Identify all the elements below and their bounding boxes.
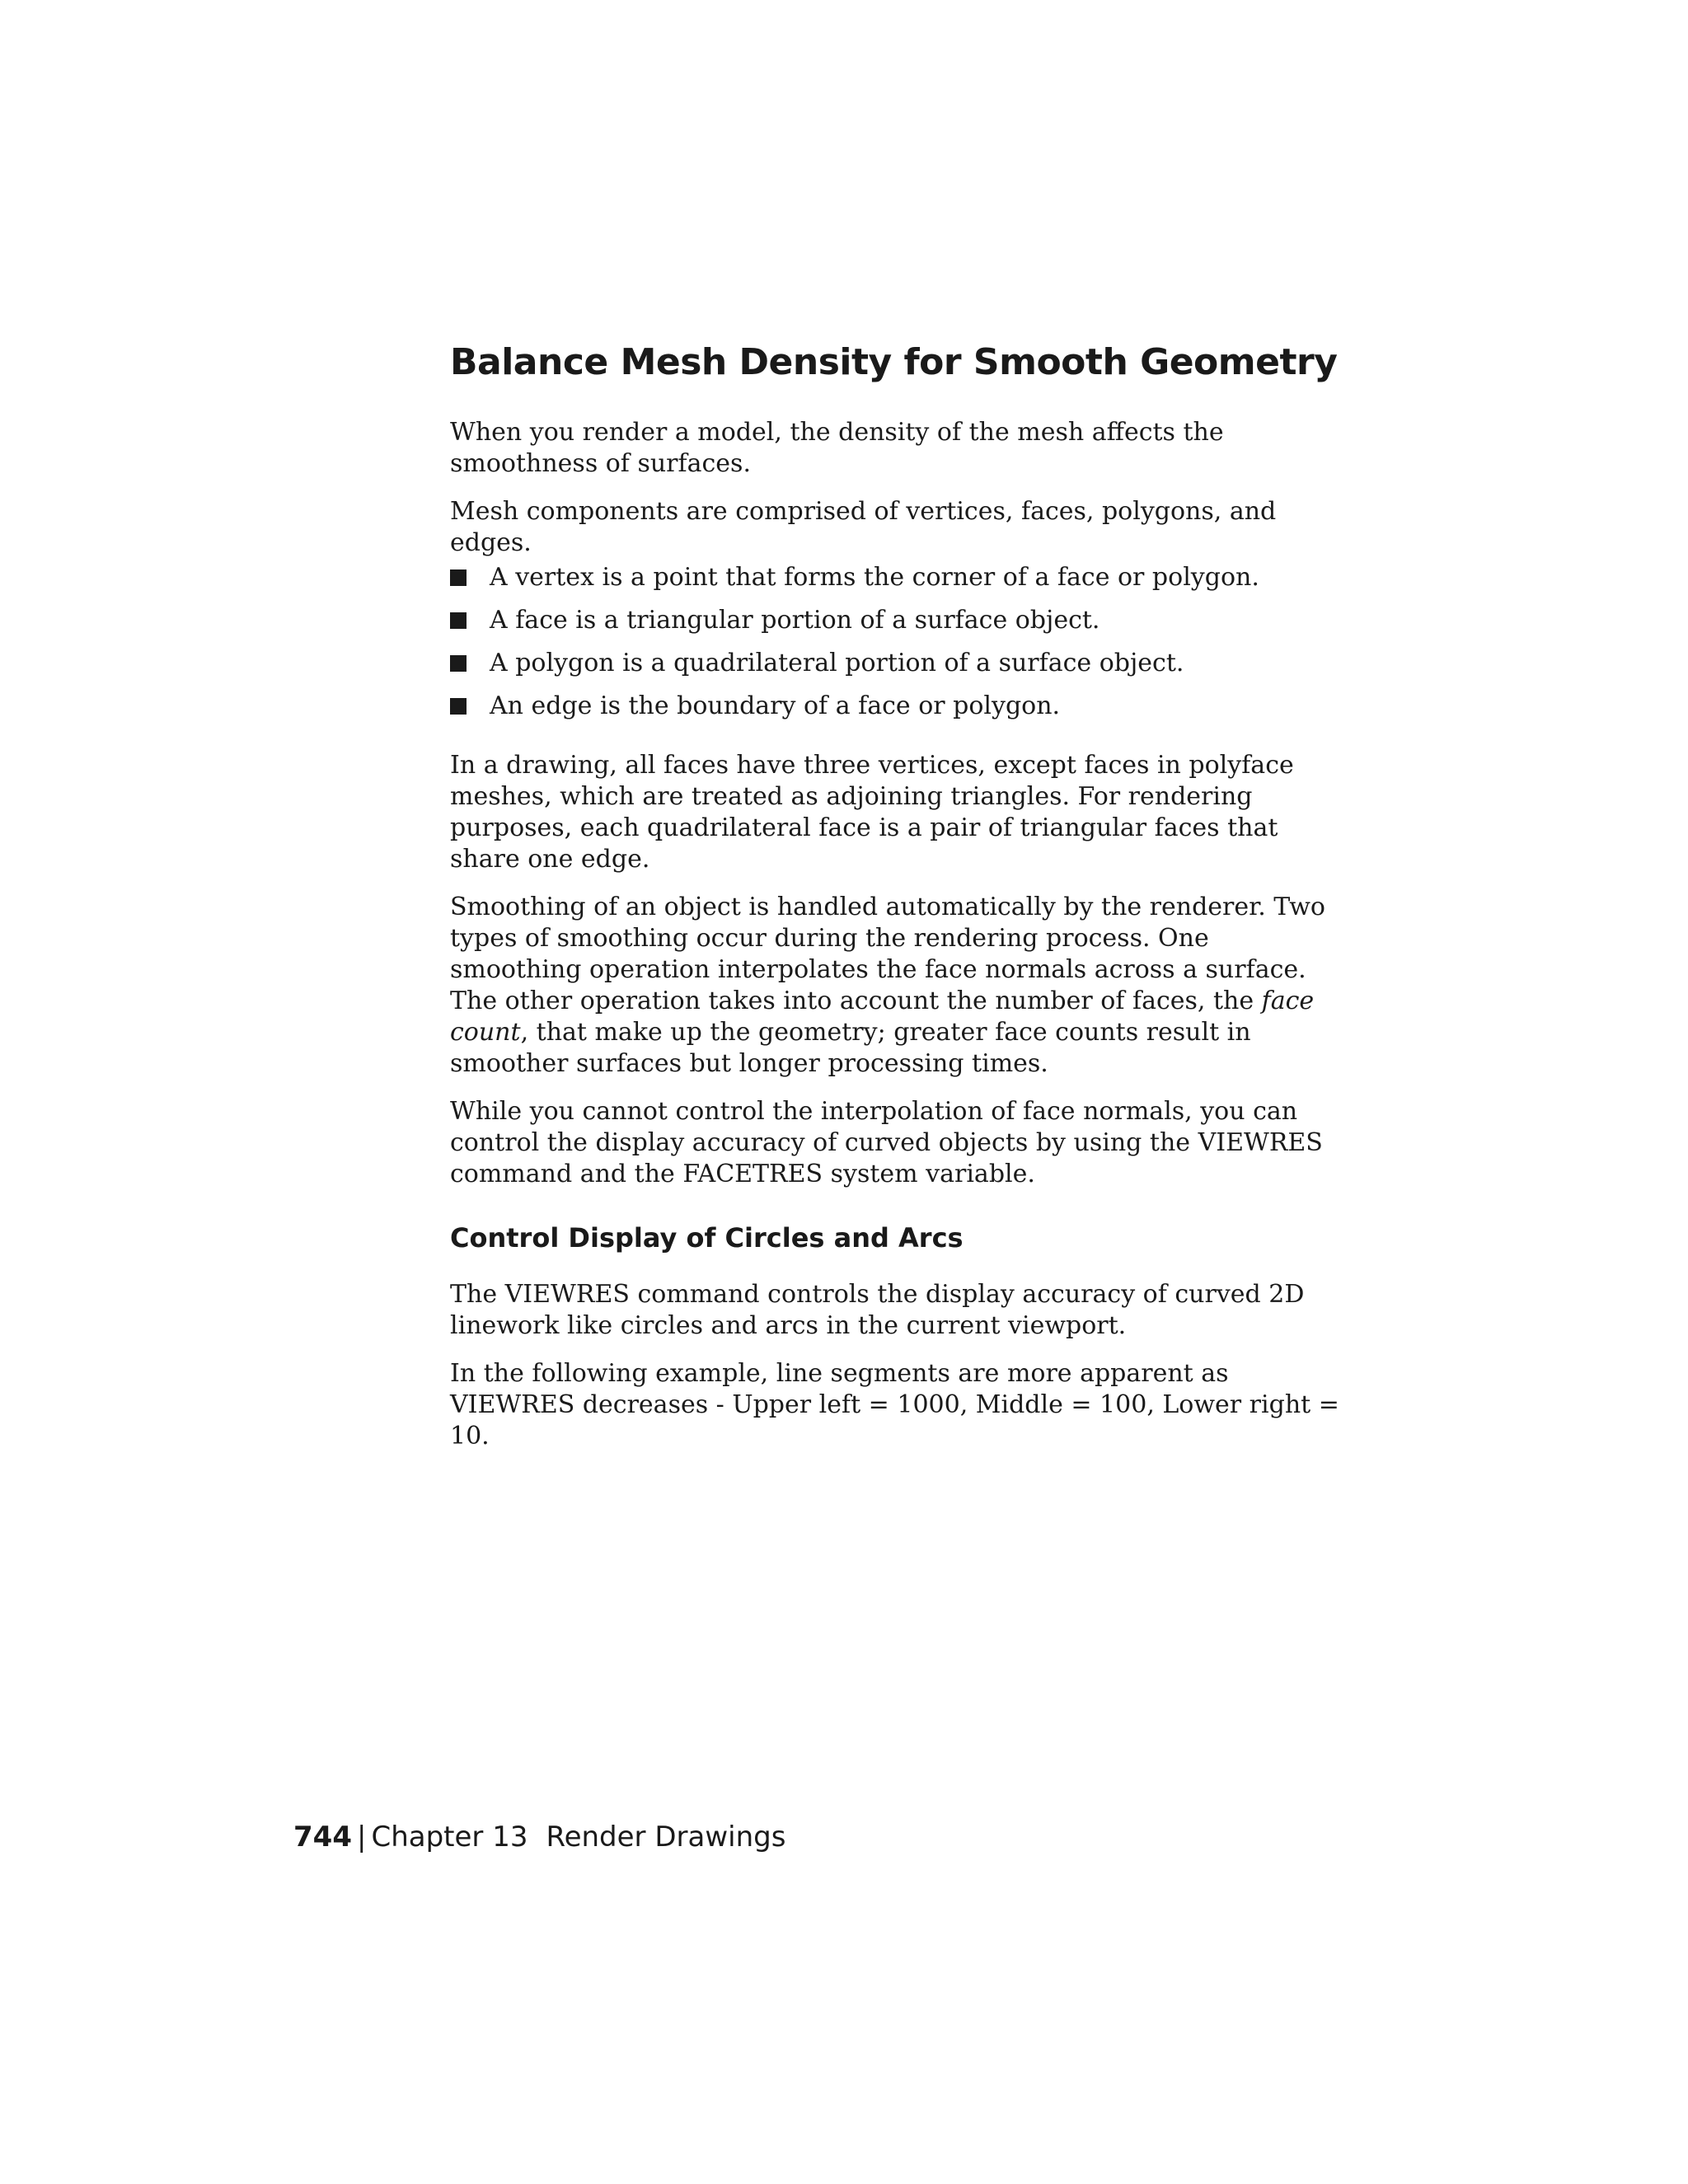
intro-paragraph: When you render a model, the density of the mesh affects the smoothness of surfaces. (450, 418, 1224, 478)
smoothing-text-after: , that make up the geometry; greater face counts result in smoother surfaces but longer processing times. (450, 1018, 1251, 1078)
smoothing-paragraph (450, 892, 1340, 1080)
square-bullet-icon (450, 569, 467, 586)
list-item (450, 605, 1340, 636)
list-item-text: An edge is the boundary of a face or polygon. (490, 691, 1061, 720)
control-paragraph: While you cannot control the interpolation of face normals, you can control the display accuracy of curved objects by using the VIEWRES command and the FACETRES system variable. (450, 1097, 1323, 1188)
example-paragraph: In the following example, line segments are more apparent as VIEWRES decreases - Upper left = 1000, Middle = 100, Lower right = 10. (450, 1359, 1339, 1451)
square-bullet-icon (450, 655, 467, 672)
chapter-label: Chapter 13 (371, 1821, 528, 1854)
components-intro-paragraph: Mesh components are comprised of vertices, faces, polygons, and edges. (450, 497, 1277, 557)
list-item (450, 562, 1340, 593)
smoothing-text-before: Smoothing of an object is handled automatically by the renderer. Two types of smoothing occur during the rendering process. One smoothing operation interpolates the face normals across a surface. The other operation takes into account the number of faces, the (450, 893, 1325, 1015)
footer-separator: | (356, 1821, 367, 1854)
list-item-text: A vertex is a point that forms the corner of a face or polygon. (490, 563, 1259, 592)
list-item (450, 691, 1340, 722)
subsection-heading: Control Display of Circles and Arcs (450, 1222, 964, 1254)
mesh-components-list (450, 562, 1340, 722)
face-count-term: face count (450, 987, 1315, 1047)
square-bullet-icon (450, 612, 467, 629)
viewres-paragraph: The VIEWRES command controls the display accuracy of curved 2D linework like circles and arcs in the current viewport. (450, 1280, 1305, 1340)
section-heading: Balance Mesh Density for Smooth Geometry (450, 341, 1338, 383)
page-content (450, 340, 1340, 1469)
square-bullet-icon (450, 698, 467, 715)
list-item-text: A polygon is a quadrilateral portion of a surface object. (490, 649, 1184, 677)
chapter-title: Render Drawings (546, 1821, 786, 1854)
faces-paragraph: In a drawing, all faces have three vertices, except faces in polyface meshes, which are treated as adjoining triangles. For rendering purposes, each quadrilateral face is a pair of triangular faces that share one edge. (450, 751, 1294, 874)
list-item-text: A face is a triangular portion of a surface object. (490, 606, 1100, 635)
page-number: 744 (293, 1821, 352, 1854)
page-footer (293, 1820, 785, 1854)
list-item (450, 648, 1340, 679)
